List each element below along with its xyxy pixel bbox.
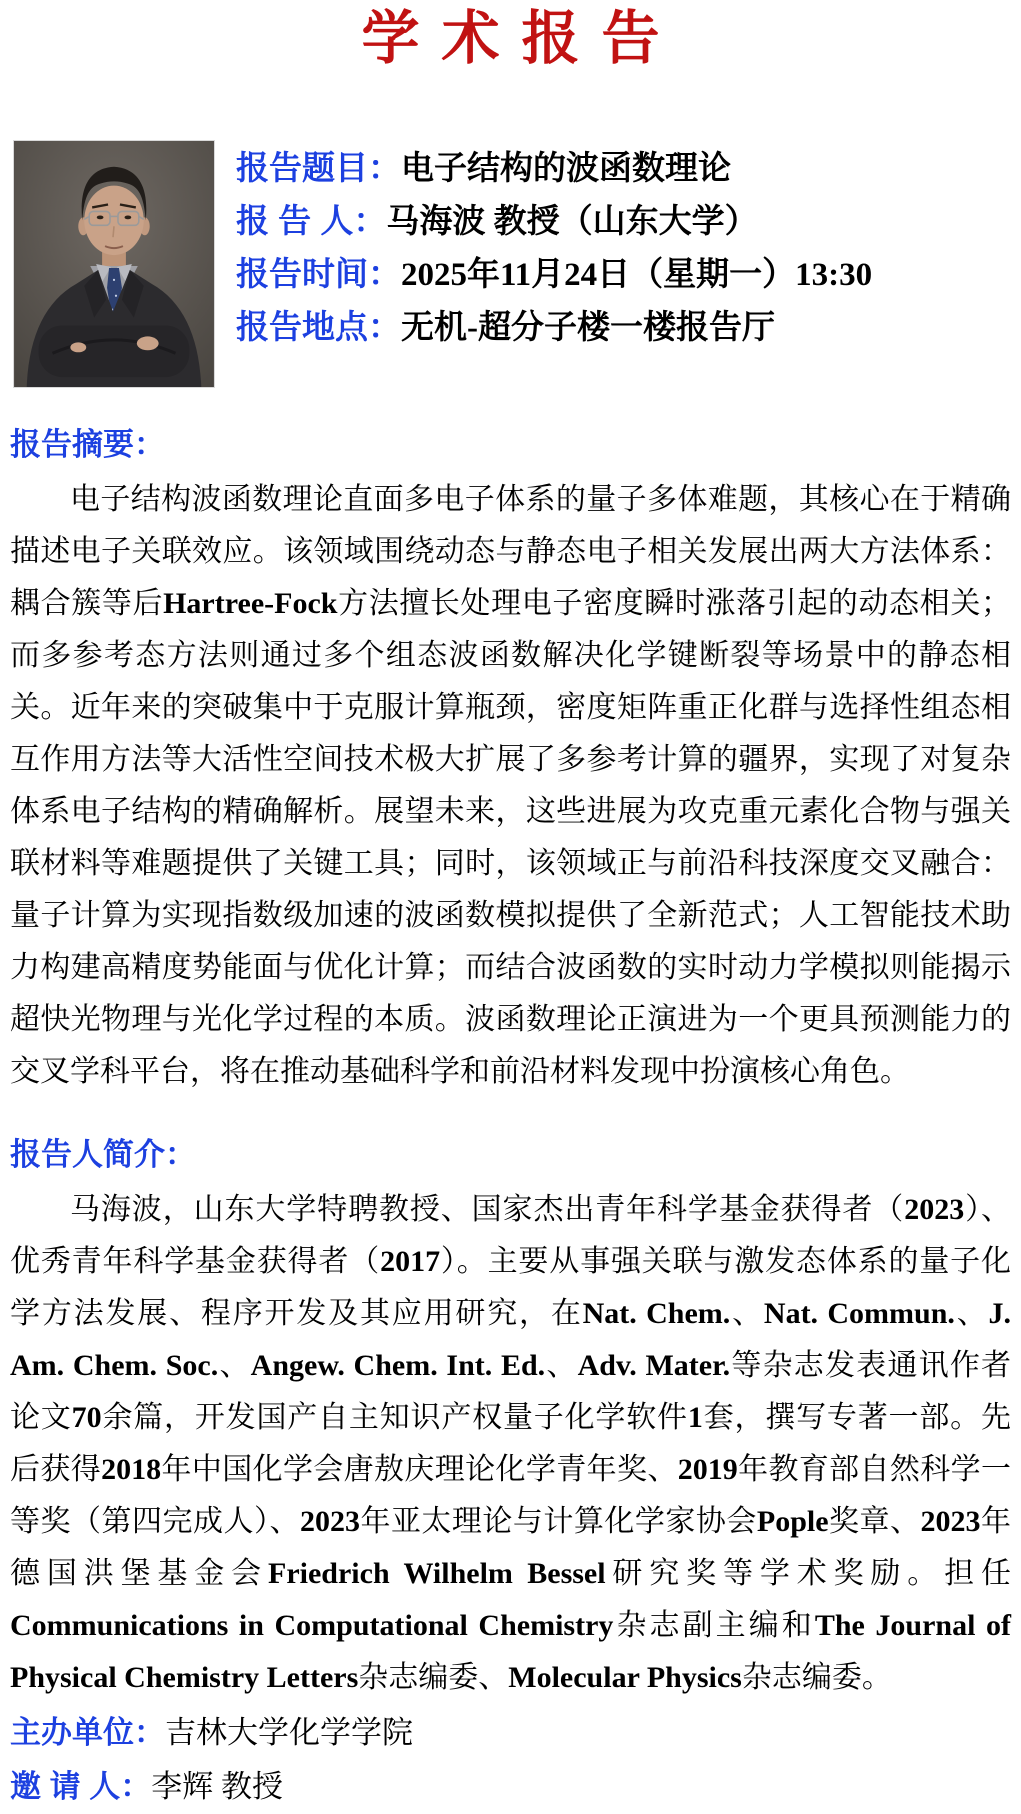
topic-label: 报告题目： [236,149,401,186]
bio-paragraph: 马海波，山东大学特聘教授、国家杰出青年科学基金获得者（2023）、优秀青年科学基金获得者（2017）。主要从事强关联与激发态体系的量子化学方法发展、程序开发及其应用研究，在Nat. Chem.、Nat. Commun.、J. Am. Chem. Soc.、Angew. Chem. Int. Ed.、Adv. Mater.等杂志发表通讯作者论文70余篇，开发国产自主知识产权量子化学软件1套，撰写专著一部。先后获得2018年中国化学会唐敖庆理论化学青年奖、2019年教育部自然科学一等奖（第四完成人）、2023年亚太理论与计算化学家协会Pople奖章、2023年德国洪堡基金会Friedrich Wilhelm Bessel研究奖等学术奖励。担任Communications in Computational Chemistry杂志副主编和The Journal of Physical Chemistry Letters杂志编委、Molecular Physics杂志编委。 [10,1193,1012,1694]
topic-value: 电子结构的波函数理论 [401,151,731,187]
page-title: 学术报告 [361,6,682,71]
organizer-value: 吉林大学化学学院 [165,1715,413,1750]
abstract-paragraph: 电子结构波函数理论直面多电子体系的量子多体难题，其核心在于精确描述电子关联效应。该领域围绕动态与静态电子相关发展出两大方法体系：耦合簇等后Hartree-Fock方法擅长处理电子密度瞬时涨落引起的动态相关；而多参考态方法则通过多个组态波函数解决化学键断裂等场景中的静态相关。近年来的突破集中于克服计算瓶颈，密度矩阵重正化群与选择性组态相互作用方法等大活性空间技术极大扩展了多参考计算的疆界，实现了对复杂体系电子结构的精确解析。展望未来，这些进展为攻克重元素化合物与强关联材料等难题提供了关键工具；同时，该领域正与前沿科技深度交叉融合：量子计算为实现指数级加速的波函数模拟提供了全新范式；人工智能技术助力构建高精度势能面与优化计算；而结合波函数的实时动力学模拟则能揭示超快光物理与光化学过程的本质。波函数理论正演进为一个更具预测能力的交叉学科平台，将在推动基础科学和前沿材料发现中扮演核心角色。 [10,483,1012,1088]
speaker-value: 马海波 教授（山东大学） [386,204,758,240]
organizer-row [10,1708,1011,1758]
speaker-label: 报 告 人： [236,202,387,239]
info-row-time [236,248,1011,301]
speaker-photo [13,140,215,388]
speaker-portrait-image [14,141,214,387]
info-row-topic [236,142,1011,195]
header-info-section [13,140,1011,388]
location-label: 报告地点： [236,308,401,345]
organizer-label: 主办单位： [10,1715,165,1750]
inviter-label: 邀 请 人： [10,1769,152,1804]
bio-heading: 报告人简介： [10,1137,196,1172]
time-value: 2025年11月24日（星期一）13:30 [401,257,873,293]
inviter-row [10,1762,1011,1812]
info-row-location [236,301,1011,354]
time-label: 报告时间： [236,255,401,292]
info-row-speaker [236,195,1011,248]
info-rows [236,140,1011,354]
inviter-value: 李辉 教授 [151,1769,283,1804]
location-value: 无机-超分子楼一楼报告厅 [401,310,775,346]
abstract-heading: 报告摘要： [10,427,165,462]
